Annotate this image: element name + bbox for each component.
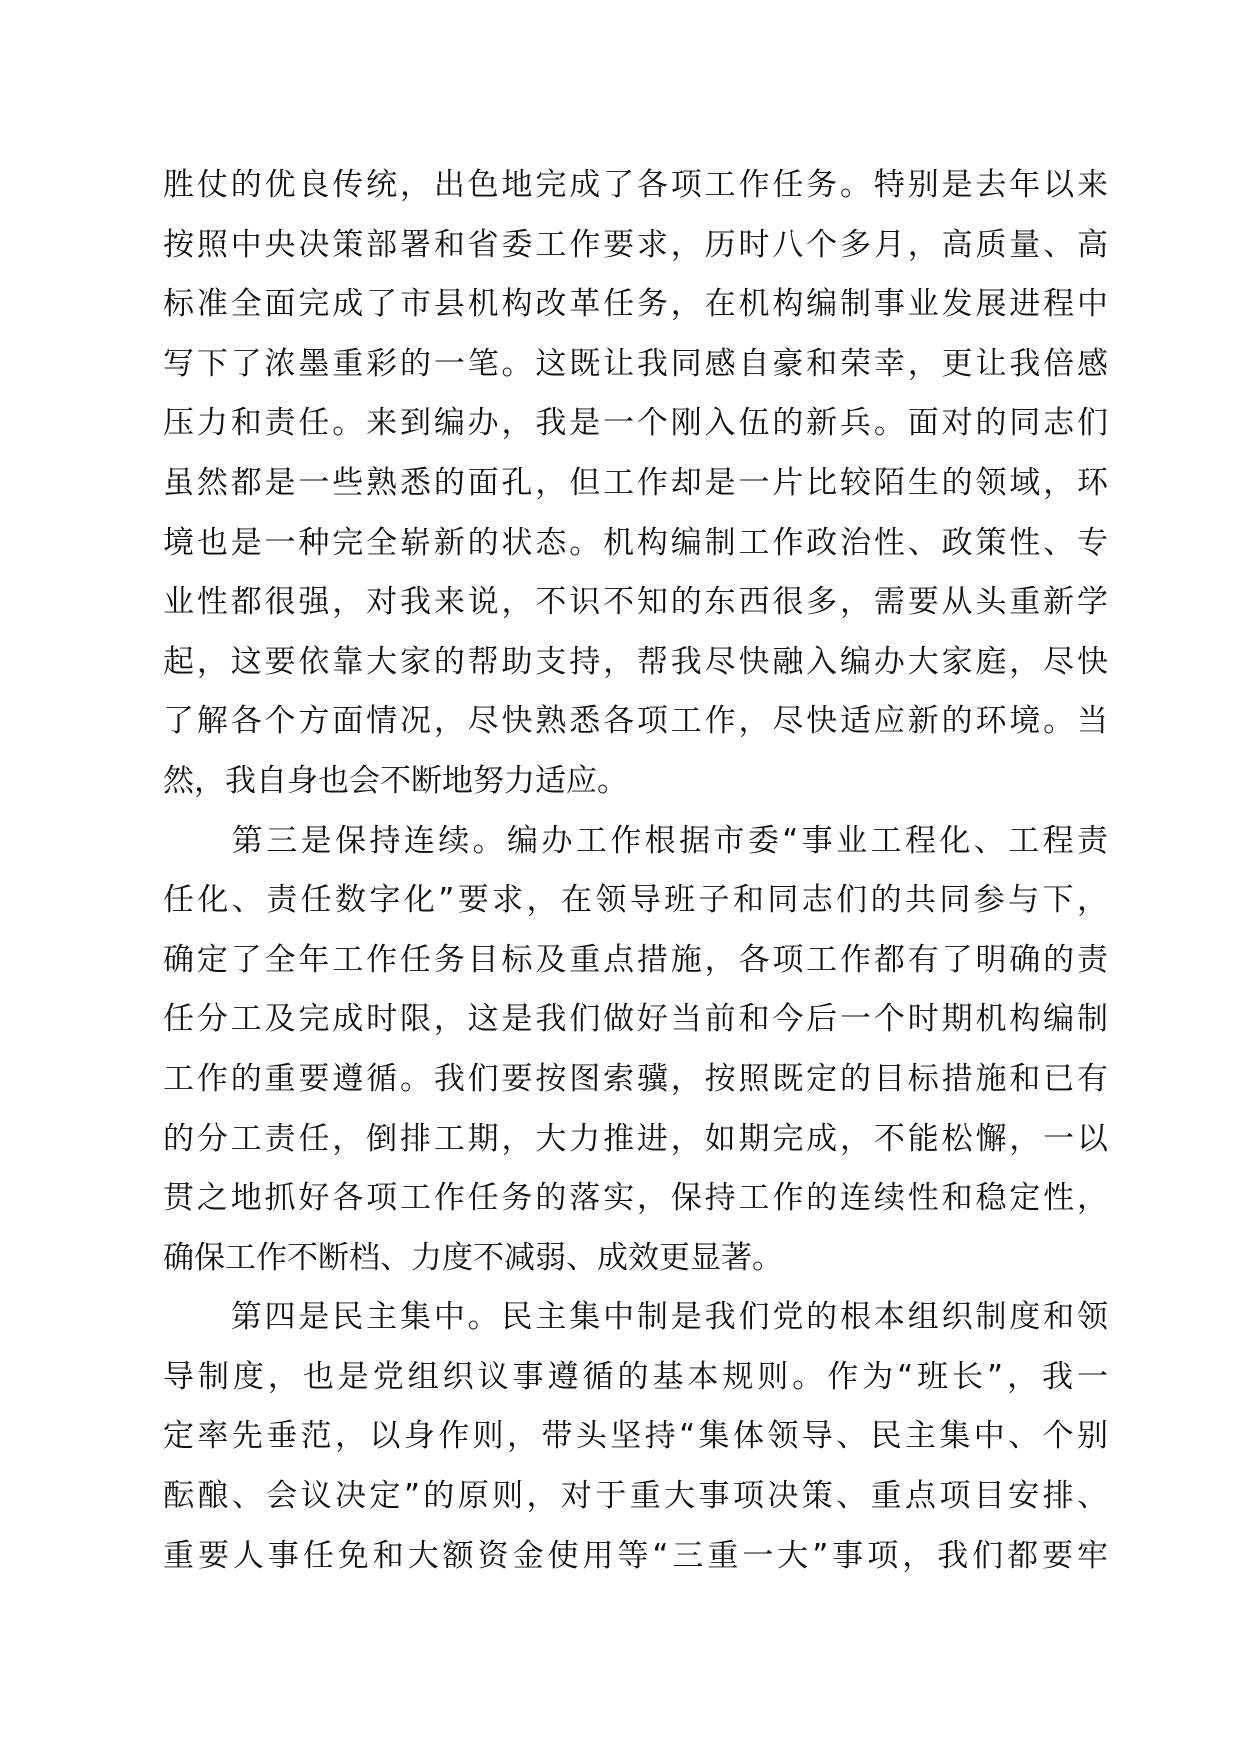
text-line: 工作的重要遵循。我们要按图索骥，按照既定的目标措施和已有	[163, 1060, 1108, 1097]
text-line: 导制度，也是党组织议事遵循的基本规则。作为“班长”，我一	[163, 1358, 1108, 1395]
text-line: 胜仗的优良传统，出色地完成了各项工作任务。特别是去年以来	[163, 167, 1108, 203]
text-line: 任化、责任数字化”要求，在领导班子和同志们的共同参与下，	[163, 882, 1108, 919]
text-line: 重要人事任免和大额资金使用等“三重一大”事项，我们都要牢	[163, 1537, 1108, 1574]
text-line: 定率先垂范，以身作则，带头坚持“集体领导、民主集中、个别	[163, 1418, 1108, 1455]
text-line: 第四是民主集中。民主集中制是我们党的根本组织制度和领	[163, 1299, 1108, 1336]
text-line: 确定了全年工作任务目标及重点措施，各项工作都有了明确的责	[163, 941, 1108, 978]
text-line: 虽然都是一些熟悉的面孔，但工作却是一片比较陌生的领域，环	[163, 464, 1108, 501]
text-line: 酝酿、会议决定”的原则，对于重大事项决策、重点项目安排、	[163, 1478, 1108, 1515]
text-line: 第三是保持连续。编办工作根据市委“事业工程化、工程责	[163, 822, 1108, 859]
text-line: 任分工及完成时限，这是我们做好当前和今后一个时期机构编制	[163, 1001, 1108, 1038]
text-line: 按照中央决策部署和省委工作要求，历时八个多月，高质量、高	[163, 226, 1108, 263]
text-line: 标准全面完成了市县机构改革任务，在机构编制事业发展进程中	[163, 286, 1108, 323]
text-line: 起，这要依靠大家的帮助支持，帮我尽快融入编办大家庭，尽快	[163, 643, 1108, 680]
text-line: 压力和责任。来到编办，我是一个刚入伍的新兵。面对的同志们	[163, 405, 1108, 442]
text-line: 境也是一种完全崭新的状态。机构编制工作政治性、政策性、专	[163, 524, 1108, 561]
text-line: 写下了浓墨重彩的一笔。这既让我同感自豪和荣幸，更让我倍感	[163, 345, 1108, 382]
text-line: 贯之地抓好各项工作任务的落实，保持工作的连续性和稳定性，	[163, 1180, 1108, 1217]
text-line: 的分工责任，倒排工期，大力推进，如期完成，不能松懈，一以	[163, 1120, 1108, 1157]
document-body	[163, 156, 1108, 1586]
text-line: 确保工作不断档、力度不减弱、成效更显著。	[163, 1239, 783, 1276]
text-line: 然，我自身也会不断地努力适应。	[163, 762, 628, 799]
text-line: 了解各个方面情况，尽快熟悉各项工作，尽快适应新的环境。当	[163, 703, 1108, 740]
text-line: 业性都很强，对我来说，不识不知的东西很多，需要从头重新学	[163, 584, 1108, 621]
